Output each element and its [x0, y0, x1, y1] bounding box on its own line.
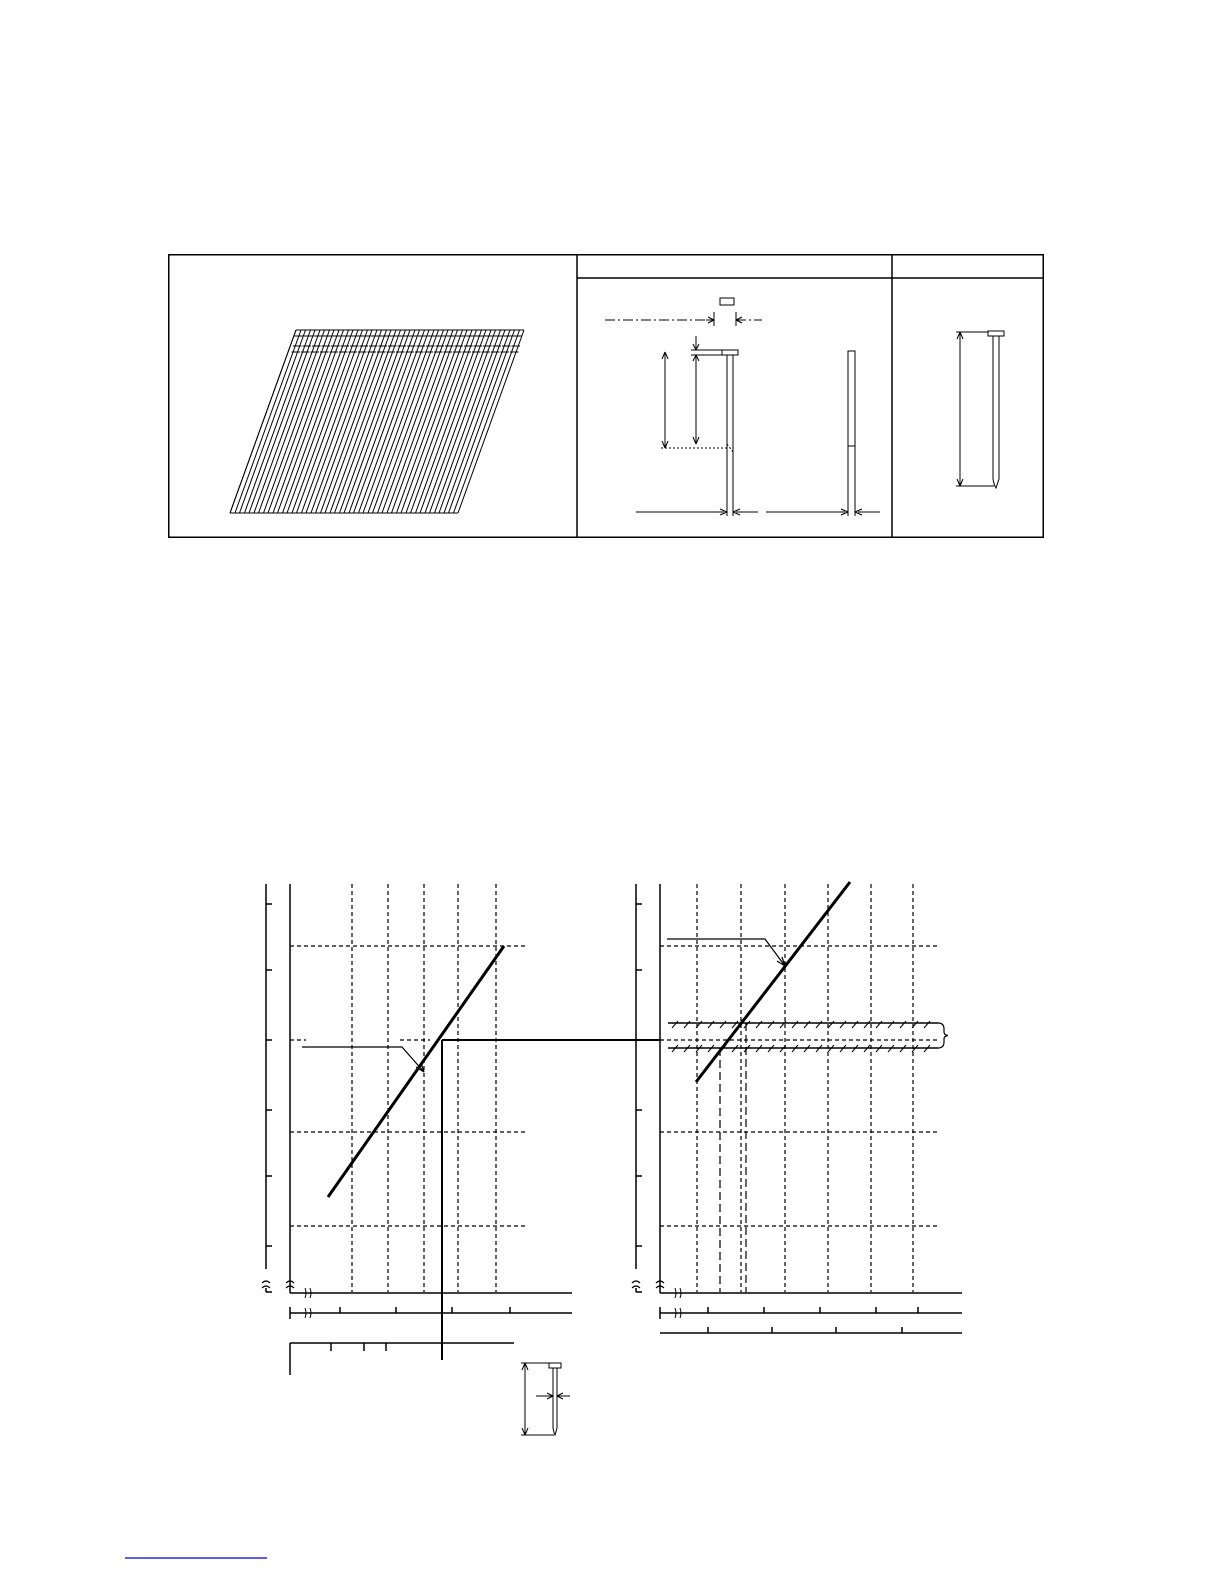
nail-strip-illustration: [230, 330, 524, 513]
left-graph-line: [328, 946, 504, 1197]
left-grid: [290, 884, 526, 1292]
right-grid: [660, 884, 938, 1292]
nail-dimension-drawing: [605, 298, 880, 516]
left-graph: [262, 884, 660, 1435]
right-graph: [632, 882, 962, 1333]
graphs-region: [0, 860, 1225, 1460]
nail-length-drawing: [956, 331, 1004, 488]
graphs-drawing: [0, 860, 1225, 1460]
right-graph-line: [696, 882, 850, 1082]
nail-spec-table: [168, 254, 1044, 538]
nail-head-front: [722, 350, 738, 355]
nail-side-view: [848, 351, 855, 446]
nail-spec-table-drawing: [168, 254, 1044, 538]
table-border: [169, 255, 1044, 538]
nail-head-top-view: [720, 298, 734, 305]
footer: [0, 1540, 1225, 1585]
footer-rule: [0, 1540, 1225, 1585]
